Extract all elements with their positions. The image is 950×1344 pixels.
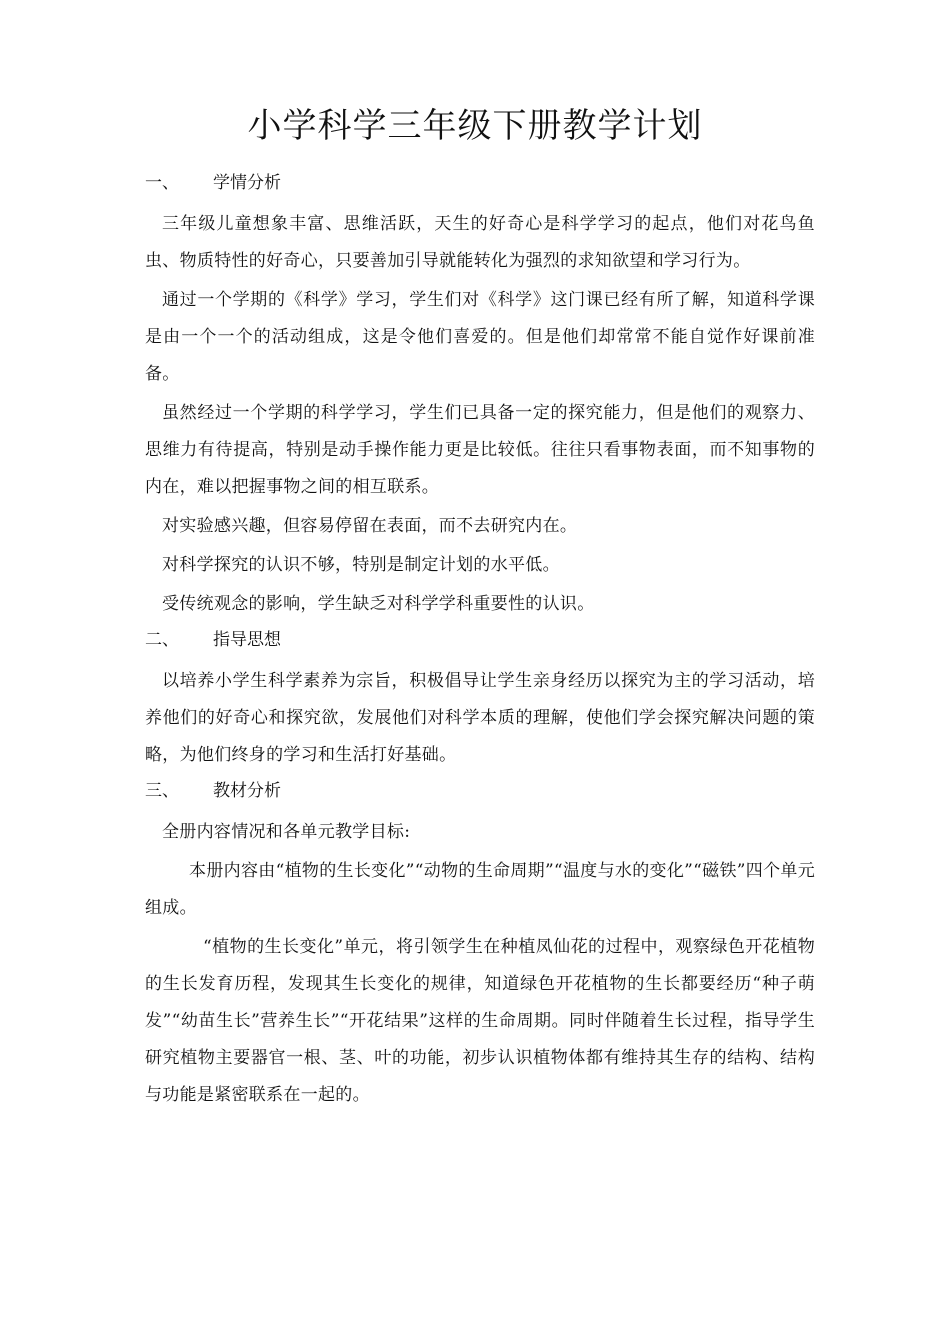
document-body [145, 168, 815, 1116]
section-title: 指导思想 [213, 630, 281, 650]
paragraph: 三年级儿童想象丰富、思维活跃，天生的好奇心是科学学习的起点，他们对花鸟鱼虫、物质特性的好奇心，只要善加引导就能转化为强烈的求知欲望和学习行为。 [145, 214, 815, 271]
paragraph: 对科学探究的认识不够，特别是制定计划的水平低。 [162, 555, 560, 575]
document-title: 小学科学三年级下册教学计划 [247, 106, 703, 146]
paragraph: 对实验感兴趣，但容易停留在表面，而不去研究内在。 [162, 516, 578, 536]
section-number: 三、 [145, 781, 179, 801]
paragraph: 通过一个学期的《科学》学习，学生们对《科学》这门课已经有所了解，知道科学课是由一个一个的活动组成，这是令他们喜爱的。但是他们却常常不能自觉作好课前准备。 [145, 290, 815, 384]
paragraph: 全册内容情况和各单元教学目标: [162, 822, 411, 842]
paragraph: 受传统观念的影响，学生缺乏对科学学科重要性的认识。 [162, 594, 595, 614]
paragraph: 本册内容由“植物的生长变化”“动物的生命周期”“温度与水的变化”“磁铁”四个单元组成。 [145, 861, 815, 918]
section-heading-1 [145, 168, 815, 198]
paragraph: 以培养小学生科学素养为宗旨，积极倡导让学生亲身经历以探究为主的学习活动，培养他们的好奇心和探究欲，发展他们对科学本质的理解，使他们学会探究解决问题的策略，为他们终身的学习和生活打好基础。 [145, 671, 815, 765]
section-title: 教材分析 [213, 781, 281, 801]
section-heading-2 [145, 625, 815, 655]
section-title: 学情分析 [213, 173, 281, 193]
section-number: 一、 [145, 173, 179, 193]
section-number: 二、 [145, 630, 179, 650]
paragraph: “植物的生长变化”单元，将引领学生在种植凤仙花的过程中，观察绿色开花植物的生长发育历程，发现其生长变化的规律，知道绿色开花植物的生长都要经历“种子萌发”“幼苗生长”营养生长”“开花结果”这样的生命周期。同时伴随着生长过程，指导学生研究植物主要器官一根、茎、叶的功能，初步认识植物体都有维持其生存的结构、结构与功能是紧密联系在一起的。 [145, 937, 815, 1105]
section-heading-3 [145, 776, 815, 806]
paragraph: 虽然经过一个学期的科学学习，学生们已具备一定的探究能力，但是他们的观察力、思维力有待提高，特别是动手操作能力更是比较低。往往只看事物表面，而不知事物的内在，难以把握事物之间的相互联系。 [145, 403, 815, 497]
